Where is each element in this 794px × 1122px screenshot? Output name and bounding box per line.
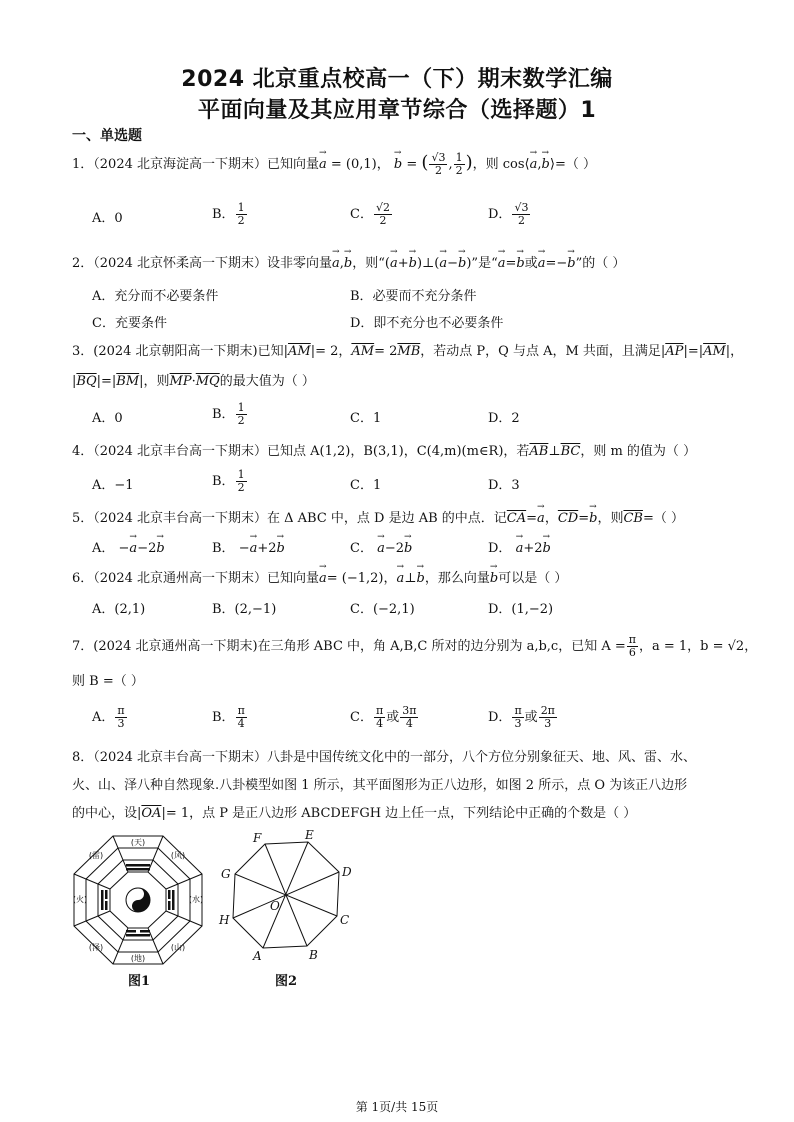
q4-option-d[interactable]: D．3 <box>488 478 520 493</box>
bagua-label-di: (地) <box>130 954 146 963</box>
q6-option-a[interactable]: A．(2,1) <box>92 602 146 617</box>
vertex-label-d: D <box>342 865 352 879</box>
question-8-line1: 8．（2024 北京丰台高一下期末）八卦是中国传统文化中的一部分，八个方位分别象征天、地、风、雷、水、 <box>72 750 696 765</box>
vertex-label-g: G <box>221 867 231 881</box>
q7-option-d[interactable]: D． $\frac{\pi}{3}$ 或 $\frac{2\pi}{3}$ <box>488 704 555 730</box>
question-8-line3: 的中心，设$|\overline{OA}|= 1$，点 P 是正八边形 ABCDEFGH 边上任一点，下列结论中正确的个数是（ ） <box>72 806 637 821</box>
q1-option-d[interactable]: D． $\frac{√3}{2}$ <box>488 201 529 227</box>
figure-1-caption: 图1 <box>128 974 151 989</box>
q6-option-b[interactable]: B．(2,−1) <box>212 602 277 617</box>
question-2: 2．（2024 北京怀柔高一下期末）设非零向量→ a,→ b，则“(→ a+→ b)⊥(→ a−→ b)”是“→ a=→ b或→ a=−→ b”的（ ） <box>72 252 625 271</box>
bagua-label-shan: (山) <box>170 943 186 952</box>
q3-option-b[interactable]: B． $\frac{1}{2}$ <box>212 401 245 427</box>
q3-option-d[interactable]: D．2 <box>488 411 520 426</box>
q6-option-c[interactable]: C．(−2,1) <box>350 602 415 617</box>
question-5: 5．（2024 北京丰台高一下期末）在 Δ ABC 中，点 D 是边 AB 的中点．记$\overline{CA}=\to a$，$\overline{CD}=\to b$，则$\overline{CB}=$（ ） <box>72 507 684 526</box>
question-7-line2: 则 B =（ ） <box>72 674 144 689</box>
question-8-line2: 火、山、泽八种自然现象.八卦模型如图 1 所示，其平面图形为正八边形，如图 2 所示，点 O 为该正八边形 <box>72 778 688 793</box>
q1-option-c[interactable]: C． $\frac{√2}{2}$ <box>350 201 390 227</box>
vertex-label-h: H <box>219 913 230 927</box>
q2-option-d[interactable]: D．即不充分也不必要条件 <box>350 316 504 331</box>
q7-option-c[interactable]: C． $\frac{\pi}{4}$ 或 $\frac{3\pi}{4}$ <box>350 704 417 730</box>
question-7-line1: 7．(2024 北京通州高一下期末)在三角形 ABC 中，角 A,B,C 所对的边分别为 a,b,c，已知 A = $\frac{\pi}{6}$ ，a = 1，b = √2， <box>72 633 758 659</box>
q2-option-c[interactable]: C．充要条件 <box>92 316 167 331</box>
document-title-line2: 平面向量及其应用章节综合（选择题）1 <box>197 98 597 123</box>
figure-1-bagua <box>68 834 208 966</box>
q5-option-d[interactable]: D． → a+2→ b <box>488 537 551 556</box>
bagua-label-lei: (雷) <box>88 851 104 860</box>
figure-2-octagon <box>215 828 355 970</box>
section-heading: 一、单选题 <box>72 128 142 144</box>
page-footer: 第 1页/共 15页 <box>355 1100 439 1114</box>
q3-option-a[interactable]: A．0 <box>92 411 123 426</box>
bagua-label-feng: (风) <box>170 851 186 860</box>
q1-option-b[interactable]: B． $\frac{1}{2}$ <box>212 201 245 227</box>
center-label-o: O <box>270 899 280 913</box>
bagua-label-huo: (火) <box>72 895 88 904</box>
q5-option-a[interactable]: A． −→ a−2→ b <box>92 537 165 556</box>
q4-option-c[interactable]: C．1 <box>350 478 382 493</box>
q6-option-d[interactable]: D．(1,−2) <box>488 602 554 617</box>
bagua-label-ze: (泽) <box>88 943 104 952</box>
vertex-label-a: A <box>253 949 262 963</box>
q7-option-a[interactable]: A． $\frac{\pi}{3}$ <box>92 704 125 730</box>
q7-option-b[interactable]: B． $\frac{\pi}{4}$ <box>212 704 245 730</box>
question-6: 6．（2024 北京通州高一下期末）已知向量→ a= (−1,2)，→ a⊥→ b，那么向量→ b可以是（ ） <box>72 567 567 586</box>
q2-option-a[interactable]: A．充分而不必要条件 <box>92 289 219 304</box>
q3-option-c[interactable]: C．1 <box>350 411 382 426</box>
q2-option-b[interactable]: B．必要而不充分条件 <box>350 289 477 304</box>
vertex-label-c: C <box>340 913 350 927</box>
figure-2-caption: 图2 <box>275 974 298 989</box>
bagua-label-shui: (水) <box>188 895 204 904</box>
question-4: 4．（2024 北京丰台高一下期末）已知点 A(1,2)，B(3,1)，C(4,m)(m∈R)，若$\overline{AB}\perp\overline{BC}$，则 m 的值为（ ） <box>72 444 697 459</box>
q4-option-b[interactable]: B． $\frac{1}{2}$ <box>212 468 245 494</box>
q5-option-c[interactable]: C． → a−2→ b <box>350 537 412 556</box>
q1-option-a[interactable]: A．0 <box>92 211 123 226</box>
vertex-label-f: F <box>253 831 262 845</box>
vertex-label-e: E <box>305 828 314 842</box>
question-1: 1．（2024 北京海淀高一下期末）已知向量→ a = (0,1)， → b = ( $\frac{√3}{2}$ , $\frac{1}{2}$ )，则 cos⟨→ a,→ b⟩=（ ） <box>72 152 596 177</box>
document-title-line1: 2024 北京重点校高一（下）期末数学汇编 <box>181 67 613 92</box>
q5-option-b[interactable]: B． −→ a+2→ b <box>212 537 285 556</box>
bagua-label-tian: (天) <box>130 838 146 847</box>
vertex-label-b: B <box>309 948 318 962</box>
question-3-line2: $|\overline{BQ}|=|\overline{BM}|$，则$\overline{MP}\cdot\overline{MQ}$的最大值为（ ） <box>72 374 315 389</box>
question-3-line1: 3．(2024 北京朝阳高一下期末)已知$|\overline{AM}|= 2$，$\overline{AM}= 2\overline{MB}$，若动点 P，Q 与点 A，M 共面，且满足$|\overline{AP}|=|\overline{AM}|$， <box>72 344 744 359</box>
q4-option-a[interactable]: A．−1 <box>92 478 134 493</box>
